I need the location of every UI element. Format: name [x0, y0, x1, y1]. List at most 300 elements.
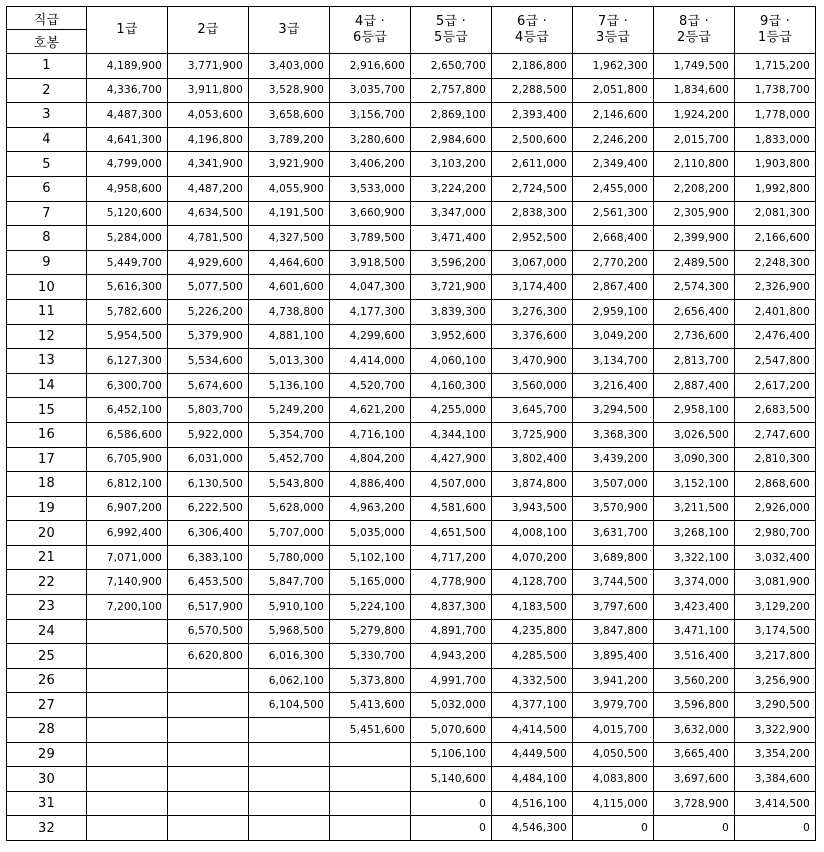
salary-cell: 4,621,200	[330, 398, 411, 423]
salary-cell: 5,165,000	[330, 570, 411, 595]
salary-cell: 4,344,100	[411, 422, 492, 447]
salary-cell: 2,980,700	[735, 521, 816, 546]
corner-grade-label: 직급	[7, 7, 87, 30]
salary-cell: 6,907,200	[87, 496, 168, 521]
salary-cell: 3,439,200	[573, 447, 654, 472]
table-row	[7, 349, 816, 374]
step-number: 27	[7, 693, 87, 718]
salary-cell: 6,306,400	[168, 521, 249, 546]
step-number: 32	[7, 816, 87, 841]
table-row	[7, 742, 816, 767]
salary-cell: 3,294,500	[573, 398, 654, 423]
salary-cell: 2,399,900	[654, 226, 735, 251]
step-number: 14	[7, 373, 87, 398]
salary-cell: 6,016,300	[249, 644, 330, 669]
salary-cell: 2,650,700	[411, 54, 492, 79]
table-row	[7, 718, 816, 743]
salary-cell: 3,134,700	[573, 349, 654, 374]
salary-cell: 1,962,300	[573, 54, 654, 79]
salary-cell: 3,403,000	[249, 54, 330, 79]
salary-cell: 4,115,000	[573, 791, 654, 816]
salary-cell: 3,049,200	[573, 324, 654, 349]
salary-cell: 2,984,600	[411, 127, 492, 152]
salary-cell: 7,140,900	[87, 570, 168, 595]
salary-cell: 2,952,500	[492, 226, 573, 251]
table-row	[7, 152, 816, 177]
salary-cell: 2,617,200	[735, 373, 816, 398]
salary-cell: 4,449,500	[492, 742, 573, 767]
salary-cell: 4,015,700	[573, 718, 654, 743]
salary-cell: 3,129,200	[735, 595, 816, 620]
salary-cell: 5,847,700	[249, 570, 330, 595]
step-number: 2	[7, 78, 87, 103]
grade-header-line2: 4등급	[515, 30, 549, 45]
salary-cell: 2,868,600	[735, 472, 816, 497]
salary-cell: 3,280,600	[330, 127, 411, 152]
salary-cell: 3,224,200	[411, 176, 492, 201]
salary-cell: 4,781,500	[168, 226, 249, 251]
salary-cell	[87, 619, 168, 644]
grade-header-5	[411, 7, 492, 54]
salary-cell: 3,952,600	[411, 324, 492, 349]
salary-cell: 4,991,700	[411, 668, 492, 693]
step-number: 17	[7, 447, 87, 472]
salary-cell: 3,689,800	[573, 545, 654, 570]
step-number: 6	[7, 176, 87, 201]
salary-cell: 4,414,000	[330, 349, 411, 374]
grade-header-6	[492, 7, 573, 54]
table-row	[7, 127, 816, 152]
salary-cell: 3,658,600	[249, 103, 330, 128]
salary-cell: 4,183,500	[492, 595, 573, 620]
step-number: 10	[7, 275, 87, 300]
salary-cell: 4,427,900	[411, 447, 492, 472]
salary-cell: 3,156,700	[330, 103, 411, 128]
salary-cell: 4,546,300	[492, 816, 573, 841]
salary-cell: 5,534,600	[168, 349, 249, 374]
salary-cell: 4,299,600	[330, 324, 411, 349]
salary-cell: 2,869,100	[411, 103, 492, 128]
salary-cell: 4,189,900	[87, 54, 168, 79]
header-row-1	[7, 7, 816, 30]
salary-cell: 6,452,100	[87, 398, 168, 423]
salary-cell	[249, 742, 330, 767]
salary-cell: 5,224,100	[330, 595, 411, 620]
salary-cell: 3,570,900	[573, 496, 654, 521]
salary-cell: 3,374,000	[654, 570, 735, 595]
table-row	[7, 447, 816, 472]
salary-cell: 3,322,900	[735, 718, 816, 743]
salary-cell	[168, 767, 249, 792]
salary-cell: 2,959,100	[573, 299, 654, 324]
salary-cell: 1,834,600	[654, 78, 735, 103]
table-row	[7, 816, 816, 841]
salary-cell	[168, 668, 249, 693]
salary-cell	[168, 742, 249, 767]
salary-cell: 2,349,400	[573, 152, 654, 177]
salary-cell: 4,651,500	[411, 521, 492, 546]
grade-header-line1: 7급 ·	[598, 14, 628, 29]
salary-cell: 2,770,200	[573, 250, 654, 275]
step-number: 25	[7, 644, 87, 669]
salary-cell	[168, 816, 249, 841]
salary-cell: 3,368,300	[573, 422, 654, 447]
salary-cell: 6,130,500	[168, 472, 249, 497]
salary-cell: 3,839,300	[411, 299, 492, 324]
grade-header-line2: 3등급	[596, 30, 630, 45]
salary-cell: 3,090,300	[654, 447, 735, 472]
salary-cell: 3,471,100	[654, 619, 735, 644]
salary-cell: 5,413,600	[330, 693, 411, 718]
salary-cell: 2,393,400	[492, 103, 573, 128]
salary-cell: 2,305,900	[654, 201, 735, 226]
grade-header-7	[573, 7, 654, 54]
salary-cell: 2,683,500	[735, 398, 816, 423]
step-number: 3	[7, 103, 87, 128]
salary-cell: 1,749,500	[654, 54, 735, 79]
salary-cell: 5,968,500	[249, 619, 330, 644]
salary-cell: 6,300,700	[87, 373, 168, 398]
grade-header-line1: 2급	[197, 22, 219, 37]
salary-cell: 4,929,600	[168, 250, 249, 275]
salary-cell: 5,954,500	[87, 324, 168, 349]
salary-cell: 3,744,500	[573, 570, 654, 595]
salary-cell	[330, 816, 411, 841]
salary-cell: 5,451,600	[330, 718, 411, 743]
salary-cell: 3,943,500	[492, 496, 573, 521]
salary-cell: 3,354,200	[735, 742, 816, 767]
salary-cell: 4,070,200	[492, 545, 573, 570]
salary-cell: 2,574,300	[654, 275, 735, 300]
table-row	[7, 619, 816, 644]
salary-cell: 4,487,300	[87, 103, 168, 128]
salary-cell: 2,547,800	[735, 349, 816, 374]
step-number: 9	[7, 250, 87, 275]
salary-cell: 4,160,300	[411, 373, 492, 398]
salary-cell: 3,384,600	[735, 767, 816, 792]
salary-cell: 2,867,400	[573, 275, 654, 300]
salary-cell: 1,992,800	[735, 176, 816, 201]
grade-header-1	[87, 7, 168, 54]
salary-cell: 1,715,200	[735, 54, 816, 79]
salary-cell: 3,268,100	[654, 521, 735, 546]
grade-header-line2: 2등급	[677, 30, 711, 45]
step-number: 18	[7, 472, 87, 497]
table-row	[7, 398, 816, 423]
salary-cell: 3,276,300	[492, 299, 573, 324]
salary-cell: 3,697,600	[654, 767, 735, 792]
salary-cell: 2,656,400	[654, 299, 735, 324]
salary-cell: 3,847,800	[573, 619, 654, 644]
salary-cell: 4,484,100	[492, 767, 573, 792]
salary-cell: 2,747,600	[735, 422, 816, 447]
salary-cell: 1,738,700	[735, 78, 816, 103]
table-row	[7, 767, 816, 792]
table-row	[7, 299, 816, 324]
table-row	[7, 226, 816, 251]
salary-cell: 3,771,900	[168, 54, 249, 79]
salary-cell: 2,887,400	[654, 373, 735, 398]
salary-cell: 2,724,500	[492, 176, 573, 201]
pay-scale-table	[6, 6, 816, 841]
salary-cell: 2,489,500	[654, 250, 735, 275]
salary-cell: 2,186,800	[492, 54, 573, 79]
table-row	[7, 693, 816, 718]
grade-header-line1: 9급 ·	[760, 14, 790, 29]
table-row	[7, 275, 816, 300]
salary-cell: 4,191,500	[249, 201, 330, 226]
salary-cell: 4,641,300	[87, 127, 168, 152]
salary-cell: 4,008,100	[492, 521, 573, 546]
salary-cell: 2,926,000	[735, 496, 816, 521]
salary-cell: 2,813,700	[654, 349, 735, 374]
salary-cell: 5,106,100	[411, 742, 492, 767]
step-number: 29	[7, 742, 87, 767]
salary-cell: 6,586,600	[87, 422, 168, 447]
salary-cell: 6,104,500	[249, 693, 330, 718]
table-row	[7, 250, 816, 275]
salary-cell: 2,110,800	[654, 152, 735, 177]
salary-cell: 2,611,000	[492, 152, 573, 177]
salary-cell: 5,140,600	[411, 767, 492, 792]
salary-cell: 3,721,900	[411, 275, 492, 300]
salary-cell: 2,810,300	[735, 447, 816, 472]
salary-cell: 2,916,600	[330, 54, 411, 79]
salary-cell: 6,705,900	[87, 447, 168, 472]
salary-cell: 3,081,900	[735, 570, 816, 595]
table-row	[7, 472, 816, 497]
step-number: 12	[7, 324, 87, 349]
salary-cell: 5,136,100	[249, 373, 330, 398]
salary-cell: 4,055,900	[249, 176, 330, 201]
salary-cell: 2,757,800	[411, 78, 492, 103]
salary-cell: 4,738,800	[249, 299, 330, 324]
salary-cell: 3,725,900	[492, 422, 573, 447]
salary-cell: 3,067,000	[492, 250, 573, 275]
salary-cell: 3,560,200	[654, 668, 735, 693]
salary-cell: 0	[573, 816, 654, 841]
grade-header-line1: 3급	[278, 22, 300, 37]
salary-cell: 4,327,500	[249, 226, 330, 251]
step-number: 31	[7, 791, 87, 816]
salary-cell: 3,789,500	[330, 226, 411, 251]
salary-cell: 4,377,100	[492, 693, 573, 718]
table-row	[7, 54, 816, 79]
salary-cell: 4,963,200	[330, 496, 411, 521]
salary-cell: 4,601,600	[249, 275, 330, 300]
salary-cell: 2,051,800	[573, 78, 654, 103]
step-number: 30	[7, 767, 87, 792]
grade-header-9	[735, 7, 816, 54]
grade-header-line2: 5등급	[434, 30, 468, 45]
salary-cell: 5,780,000	[249, 545, 330, 570]
salary-cell: 3,216,400	[573, 373, 654, 398]
pay-scale-document	[6, 6, 816, 841]
salary-cell: 2,246,200	[573, 127, 654, 152]
salary-cell	[87, 816, 168, 841]
salary-cell: 4,285,500	[492, 644, 573, 669]
salary-cell: 3,406,200	[330, 152, 411, 177]
step-number: 28	[7, 718, 87, 743]
table-row	[7, 644, 816, 669]
salary-cell: 4,516,100	[492, 791, 573, 816]
salary-cell: 2,081,300	[735, 201, 816, 226]
salary-cell: 3,921,900	[249, 152, 330, 177]
salary-cell: 5,249,200	[249, 398, 330, 423]
table-row	[7, 103, 816, 128]
step-number: 5	[7, 152, 87, 177]
salary-cell: 6,992,400	[87, 521, 168, 546]
step-number: 20	[7, 521, 87, 546]
salary-cell: 3,423,400	[654, 595, 735, 620]
salary-cell	[87, 742, 168, 767]
salary-cell: 3,211,500	[654, 496, 735, 521]
salary-cell: 6,222,500	[168, 496, 249, 521]
salary-cell: 2,146,600	[573, 103, 654, 128]
salary-cell: 3,471,400	[411, 226, 492, 251]
salary-cell: 3,802,400	[492, 447, 573, 472]
salary-cell: 4,886,400	[330, 472, 411, 497]
table-row	[7, 668, 816, 693]
salary-cell	[249, 816, 330, 841]
salary-cell: 4,050,500	[573, 742, 654, 767]
grade-header-line1: 8급 ·	[679, 14, 709, 29]
step-number: 1	[7, 54, 87, 79]
salary-cell: 3,516,400	[654, 644, 735, 669]
salary-cell: 5,354,700	[249, 422, 330, 447]
salary-cell: 4,177,300	[330, 299, 411, 324]
salary-cell: 2,326,900	[735, 275, 816, 300]
step-number: 11	[7, 299, 87, 324]
salary-cell: 3,918,500	[330, 250, 411, 275]
salary-cell: 4,837,300	[411, 595, 492, 620]
table-row	[7, 176, 816, 201]
table-row	[7, 201, 816, 226]
step-number: 15	[7, 398, 87, 423]
salary-cell: 4,717,200	[411, 545, 492, 570]
salary-cell: 2,500,600	[492, 127, 573, 152]
table-row	[7, 570, 816, 595]
salary-cell: 3,032,400	[735, 545, 816, 570]
table-row	[7, 496, 816, 521]
salary-cell: 5,070,600	[411, 718, 492, 743]
table-row	[7, 324, 816, 349]
salary-cell: 2,166,600	[735, 226, 816, 251]
salary-cell: 5,449,700	[87, 250, 168, 275]
salary-cell: 3,376,600	[492, 324, 573, 349]
salary-cell: 5,279,800	[330, 619, 411, 644]
grade-header-line1: 6급 ·	[517, 14, 547, 29]
salary-cell: 5,616,300	[87, 275, 168, 300]
salary-cell: 2,958,100	[654, 398, 735, 423]
salary-cell: 4,332,500	[492, 668, 573, 693]
salary-cell: 3,660,900	[330, 201, 411, 226]
salary-cell: 4,943,200	[411, 644, 492, 669]
salary-cell	[87, 791, 168, 816]
salary-cell: 2,015,700	[654, 127, 735, 152]
salary-cell: 5,077,500	[168, 275, 249, 300]
salary-cell: 4,487,200	[168, 176, 249, 201]
salary-cell	[330, 742, 411, 767]
salary-cell: 2,455,000	[573, 176, 654, 201]
grade-header-line2: 6등급	[353, 30, 387, 45]
step-number: 16	[7, 422, 87, 447]
salary-cell	[249, 791, 330, 816]
salary-cell: 5,013,300	[249, 349, 330, 374]
table-row	[7, 521, 816, 546]
salary-cell: 2,668,400	[573, 226, 654, 251]
salary-cell: 2,838,300	[492, 201, 573, 226]
salary-cell: 4,778,900	[411, 570, 492, 595]
salary-cell: 5,922,000	[168, 422, 249, 447]
salary-cell: 4,083,800	[573, 767, 654, 792]
salary-cell: 0	[411, 816, 492, 841]
salary-cell: 3,256,900	[735, 668, 816, 693]
step-number: 26	[7, 668, 87, 693]
salary-cell: 1,903,800	[735, 152, 816, 177]
salary-cell: 1,833,000	[735, 127, 816, 152]
grade-header-line2: 1등급	[758, 30, 792, 45]
grade-header-4	[330, 7, 411, 54]
salary-cell: 0	[411, 791, 492, 816]
salary-cell: 1,778,000	[735, 103, 816, 128]
grade-header-2	[168, 7, 249, 54]
salary-cell: 3,035,700	[330, 78, 411, 103]
grade-header-line1: 4급 ·	[355, 14, 385, 29]
salary-cell: 4,581,600	[411, 496, 492, 521]
salary-cell: 4,634,500	[168, 201, 249, 226]
salary-cell: 3,631,700	[573, 521, 654, 546]
table-row	[7, 78, 816, 103]
salary-cell: 5,628,000	[249, 496, 330, 521]
salary-cell: 7,200,100	[87, 595, 168, 620]
salary-cell: 3,632,000	[654, 718, 735, 743]
salary-cell: 3,152,100	[654, 472, 735, 497]
salary-cell: 3,217,800	[735, 644, 816, 669]
salary-cell: 3,026,500	[654, 422, 735, 447]
step-number: 23	[7, 595, 87, 620]
salary-cell: 3,911,800	[168, 78, 249, 103]
salary-cell: 4,128,700	[492, 570, 573, 595]
salary-cell: 2,561,300	[573, 201, 654, 226]
salary-cell: 2,248,300	[735, 250, 816, 275]
salary-cell: 2,736,600	[654, 324, 735, 349]
salary-cell: 3,470,900	[492, 349, 573, 374]
salary-cell: 6,127,300	[87, 349, 168, 374]
salary-cell: 5,803,700	[168, 398, 249, 423]
step-number: 22	[7, 570, 87, 595]
salary-cell: 5,373,800	[330, 668, 411, 693]
salary-cell: 3,507,000	[573, 472, 654, 497]
salary-cell: 4,047,300	[330, 275, 411, 300]
salary-cell: 4,060,100	[411, 349, 492, 374]
salary-cell: 0	[654, 816, 735, 841]
salary-cell: 3,979,700	[573, 693, 654, 718]
salary-cell: 4,958,600	[87, 176, 168, 201]
salary-cell: 6,383,100	[168, 545, 249, 570]
salary-cell	[249, 718, 330, 743]
salary-cell: 4,053,600	[168, 103, 249, 128]
salary-cell: 3,797,600	[573, 595, 654, 620]
salary-cell: 5,035,000	[330, 521, 411, 546]
salary-cell	[330, 791, 411, 816]
salary-cell: 4,507,000	[411, 472, 492, 497]
salary-cell: 5,452,700	[249, 447, 330, 472]
salary-cell: 6,062,100	[249, 668, 330, 693]
salary-cell: 3,347,000	[411, 201, 492, 226]
table-row	[7, 373, 816, 398]
salary-cell: 0	[735, 816, 816, 841]
